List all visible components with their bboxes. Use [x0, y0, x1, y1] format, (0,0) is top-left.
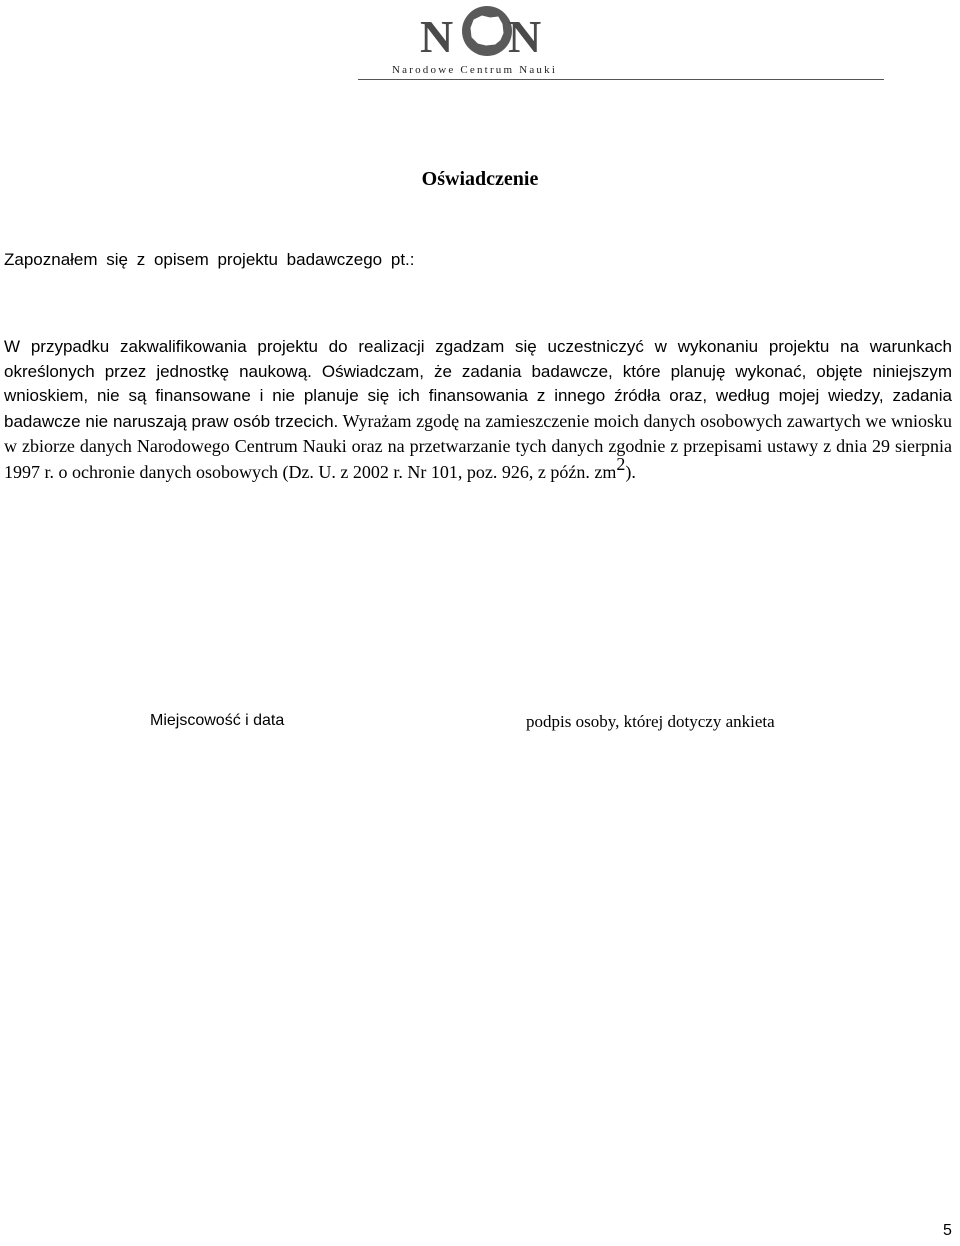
poland-map-icon: [462, 6, 512, 56]
declaration-part-1: W przypadku zakwalifikowania projektu do realizacji zgadzam się uczestniczyć w wykonaniu projektu na warunkach określonych przez jednostkę naukową. Oświadczam, że zadania badawcze, które planuję wykonać, objęte niniejszym wnioskiem, nie są finansowane i nie planuje się ich finansowania z innego źródła oraz, według mojej wiedzy, zadania badawcze nie naruszają praw osób trzecich.: [4, 337, 952, 431]
declaration-part-3: ).: [625, 461, 636, 482]
logo-letter-left: N: [420, 11, 454, 62]
declaration-part-2: Wyrażam zgodę na zamieszczenie moich danych osobowych zawartych we wniosku w zbiorze danych Narodowego Centrum Nauki oraz na przetwarzanie tych danych zgodnie z przepisami ustawy z dnia 29 sierpnia 1997 r. o ochronie danych osobowych (Dz. U. z 2002 r. Nr 101, poz. 926, z późn. zm: [4, 410, 952, 482]
logo-tagline: Narodowe Centrum Nauki: [392, 64, 558, 76]
lead-text: Zapoznałem się z opisem projektu badawczego pt.:: [4, 250, 415, 269]
place-and-date-label: Miejscowość i data: [150, 712, 285, 729]
person-signature-label: podpis osoby, której dotyczy ankieta: [526, 712, 775, 731]
ncn-logo-mark: [420, 4, 550, 66]
declaration-paragraph: [4, 335, 952, 486]
logo-letter-right: N: [508, 11, 542, 62]
document-title: Oświadczenie: [421, 168, 539, 190]
header-logo: [0, 0, 960, 84]
page-number: 5: [943, 1222, 952, 1239]
header-divider: [358, 79, 884, 80]
footnote-mark: 2: [616, 453, 626, 474]
